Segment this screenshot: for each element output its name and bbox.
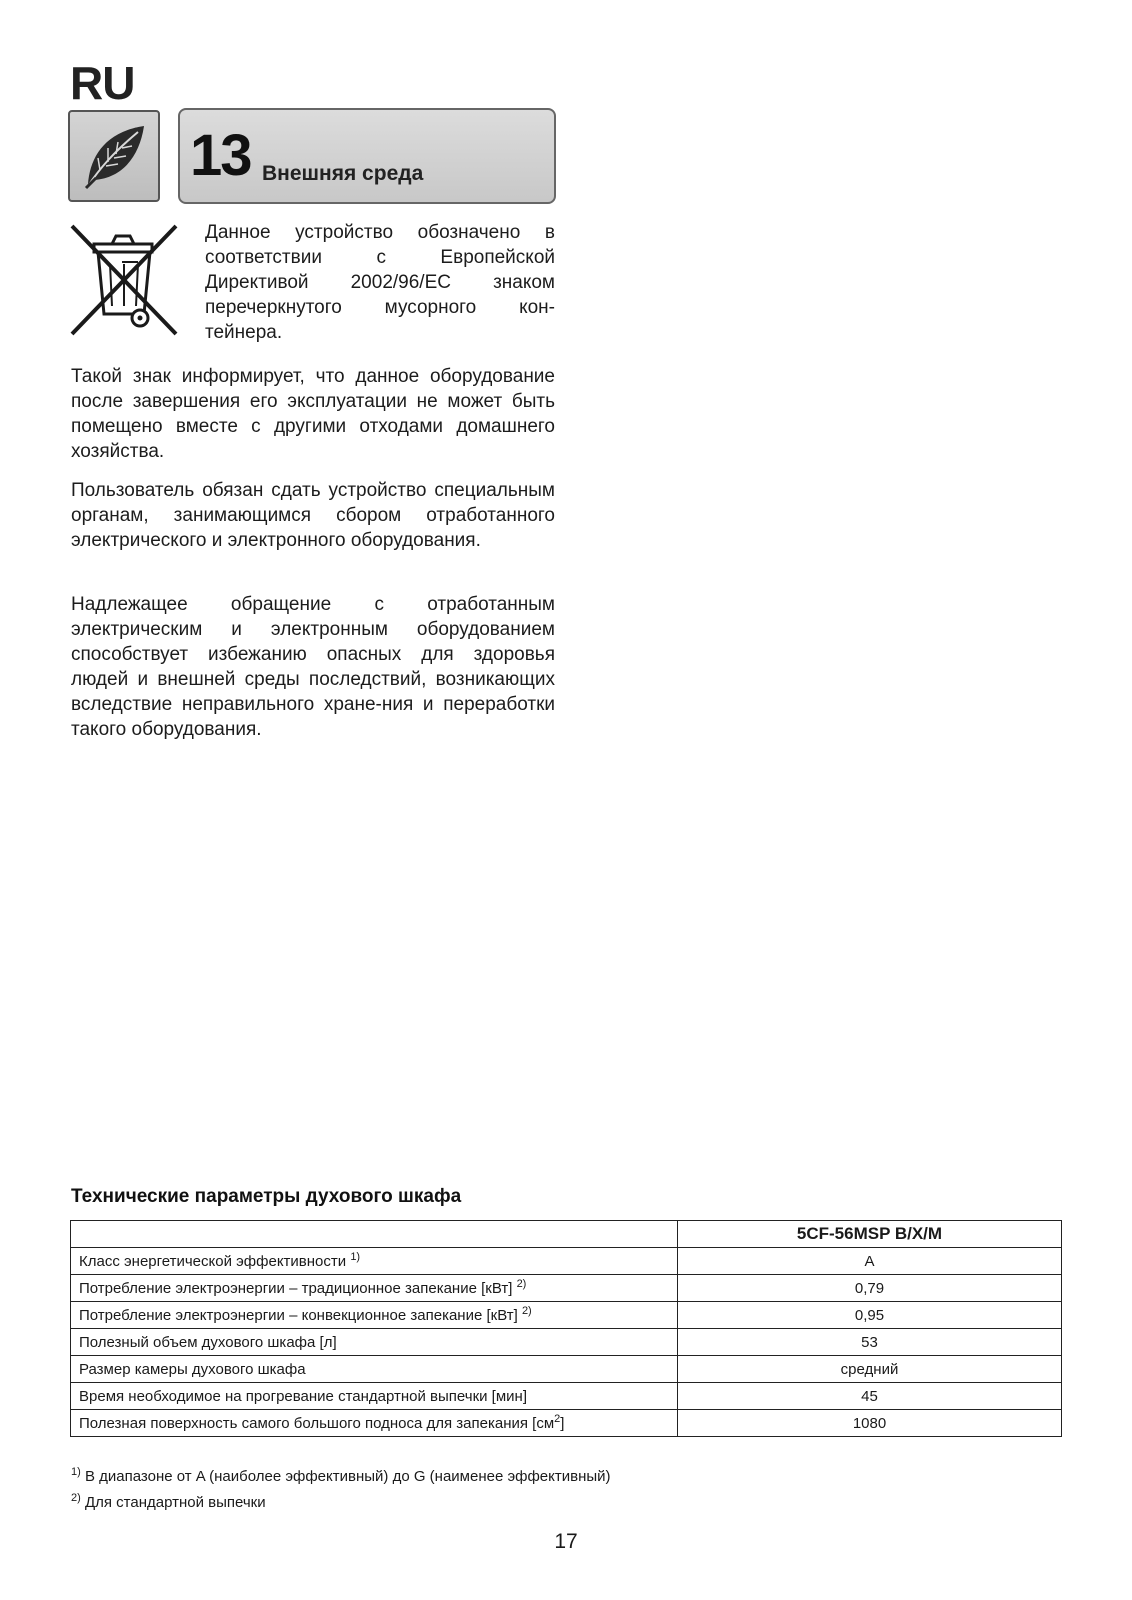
table-heading: Технические параметры духового шкафа: [71, 1186, 462, 1207]
table-row: [71, 1275, 1062, 1302]
footnote-2: $^{2)}$ Для стандартной выпечки: [71, 1492, 266, 1511]
row-label: Полезная поверхность самого большого подноса для запекания $[см^2]$: [71, 1410, 678, 1437]
row-label: Полезный объем духового шкафа [л]: [71, 1329, 678, 1356]
row-value: средний: [678, 1356, 1062, 1383]
row-value: A: [678, 1248, 1062, 1275]
spec-table: [70, 1220, 1062, 1437]
row-label: Время необходимое на прогревание стандартной выпечки [мин]: [71, 1383, 678, 1410]
row-value: 0,79: [678, 1275, 1062, 1302]
table-row: [71, 1248, 1062, 1275]
paragraph-1: Такой знак информирует, что данное оборудование после завершения его эксплуатации не может быть помещено вместе с другими отходами домашнего хозяйства.: [71, 366, 555, 462]
section-title: Внешняя среда: [262, 162, 424, 185]
row-label: Размер камеры духового шкафа: [71, 1356, 678, 1383]
section-number: 13: [190, 123, 251, 188]
table-row: [71, 1302, 1062, 1329]
row-label: Потребление электроэнергии – традиционное запекание [кВт] $^{2)}$: [71, 1275, 678, 1302]
table-header-row: [71, 1221, 1062, 1248]
row-value: 53: [678, 1329, 1062, 1356]
leaf-icon-box: [68, 110, 160, 202]
table-row: [71, 1329, 1062, 1356]
table-row: [71, 1383, 1062, 1410]
row-label: Потребление электроэнергии – конвекционное запекание [кВт] $^{2)}$: [71, 1302, 678, 1329]
paragraph-3: Надлежащее обращение с отработанным электрическим и электронным оборудованием способствует избежанию опасных для здоровья людей и внешней среды последствий, возникающих вследствие неправильного хране-ния и переработки такого оборудования.: [71, 594, 555, 740]
page-number: 17: [554, 1530, 578, 1553]
row-value: 0,95: [678, 1302, 1062, 1329]
intro-paragraph: Данное устройство обозначено в соответствии с Европейской Директивой 2002/96/ЕС знаком перечеркнутого мусорного кон-тейнера.: [205, 222, 555, 343]
paragraph-2: Пользователь обязан сдать устройство специальным органам, занимающимся сбором отработанного электрического и электронного оборудования.: [71, 480, 555, 551]
row-value: 45: [678, 1383, 1062, 1410]
language-code: RU: [70, 57, 135, 109]
table-header-empty-cell: [71, 1221, 678, 1248]
footnote-1: $^{1)}$ В диапазоне от A (наиболее эффективный) до G (наименее эффективный): [71, 1466, 611, 1485]
crossed-out-wheelie-bin-icon: [68, 222, 180, 338]
row-value: 1080: [678, 1410, 1062, 1437]
section-header-box: [178, 108, 556, 204]
table-row: [71, 1356, 1062, 1383]
table-row: [71, 1410, 1062, 1437]
row-label: Класс энергетической эффективности $^{1)}$: [71, 1248, 678, 1275]
model-name: 5CF-56MSP B/X/M: [678, 1221, 1062, 1248]
leaf-icon: [76, 118, 152, 194]
